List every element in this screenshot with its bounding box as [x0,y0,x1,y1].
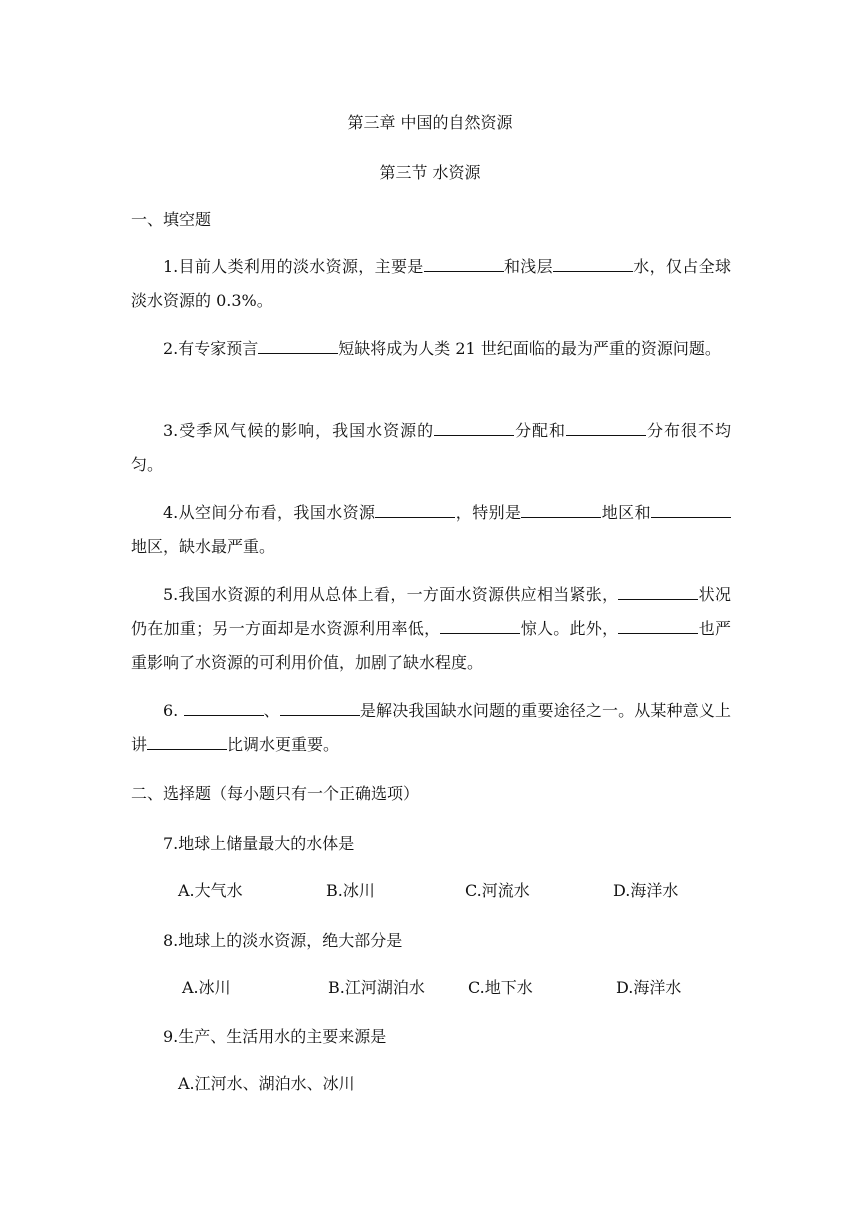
answer-blank[interactable] [566,421,646,436]
answer-blank[interactable] [424,257,504,272]
section-title: 第三节 水资源 [379,163,481,182]
option-a[interactable]: A.大气水 [178,881,243,900]
q3-text-a: 3.受季风气候的影响，我国水资源的 [163,421,435,440]
question-2 [131,332,731,366]
q5-text-b: 状况仍在加重；另一方面却是水资源利用率低， [131,585,731,638]
part1-heading: 一、填空题 [131,210,212,229]
q6-text-c: 是解决我国缺水问题的重要途径之一。从某种意义上讲 [131,701,731,754]
q5-text-c: 惊人。此外， [520,619,619,638]
part2-heading: 二、选择题（每小题只有一个正确选项） [131,784,420,803]
q2-text-b: 短缺将成为人类 21 世纪面临的最为严重的资源问题。 [338,339,721,358]
q4-text-b: ，特别是 [455,503,522,522]
question-7-stem: 7.地球上储量最大的水体是 [163,834,355,853]
answer-blank[interactable] [521,503,601,518]
q3-text-b: 分配和 [514,421,567,440]
q5-text-d: 也严重影响了水资源的可利用价值，加剧了缺水程度。 [131,619,731,672]
option-b[interactable]: B.江河湖泊水 [328,978,425,997]
option-d[interactable]: D.海洋水 [613,881,679,900]
q6-text-d: 比调水更重要。 [227,735,340,754]
option-d[interactable]: D.海洋水 [616,978,682,997]
answer-blank[interactable] [258,339,338,354]
q4-text-a: 4.从空间分布看，我国水资源 [163,503,376,522]
answer-blank[interactable] [651,503,731,518]
question-7-options [178,878,738,902]
question-4 [131,496,731,564]
answer-blank[interactable] [440,619,520,634]
question-8-stem: 8.地球上的淡水资源，绝大部分是 [163,931,403,950]
question-1 [131,250,731,318]
q4-text-d: 地区，缺水最严重。 [131,537,276,556]
answer-blank[interactable] [280,701,360,716]
answer-blank[interactable] [434,421,514,436]
answer-blank[interactable] [184,701,264,716]
question-9-stem: 9.生产、生活用水的主要来源是 [163,1027,387,1046]
option-a[interactable]: A.江河水、湖泊水、冰川 [178,1074,355,1093]
q5-text-a: 5.我国水资源的利用从总体上看，一方面水资源供应相当紧张， [163,585,619,604]
question-3 [131,414,731,482]
answer-blank[interactable] [147,735,227,750]
option-b[interactable]: B.冰川 [326,881,375,900]
answer-blank[interactable] [618,585,698,600]
option-c[interactable]: C.地下水 [468,978,533,997]
q1-text-a: 1.目前人类利用的淡水资源，主要是 [163,257,424,276]
question-8-options [178,975,738,999]
q1-text-c: 水，仅占全球淡水资源的 0.3%。 [131,257,731,310]
option-c[interactable]: C.河流水 [465,881,530,900]
chapter-title: 第三章 中国的自然资源 [347,113,513,132]
q6-text-b: 、 [263,701,280,720]
question-9-options [178,1071,738,1095]
answer-blank[interactable] [553,257,633,272]
option-a[interactable]: A.冰川 [182,978,231,997]
question-5 [131,578,731,680]
answer-blank[interactable] [618,619,698,634]
q6-text-a: 6. [163,701,184,720]
question-6 [131,694,731,762]
q1-text-b: 和浅层 [503,257,553,276]
q2-text-a: 2.有专家预言 [163,339,259,358]
answer-blank[interactable] [375,503,455,518]
q3-text-c: 分布很不均匀。 [131,421,731,474]
q4-text-c: 地区和 [601,503,651,522]
